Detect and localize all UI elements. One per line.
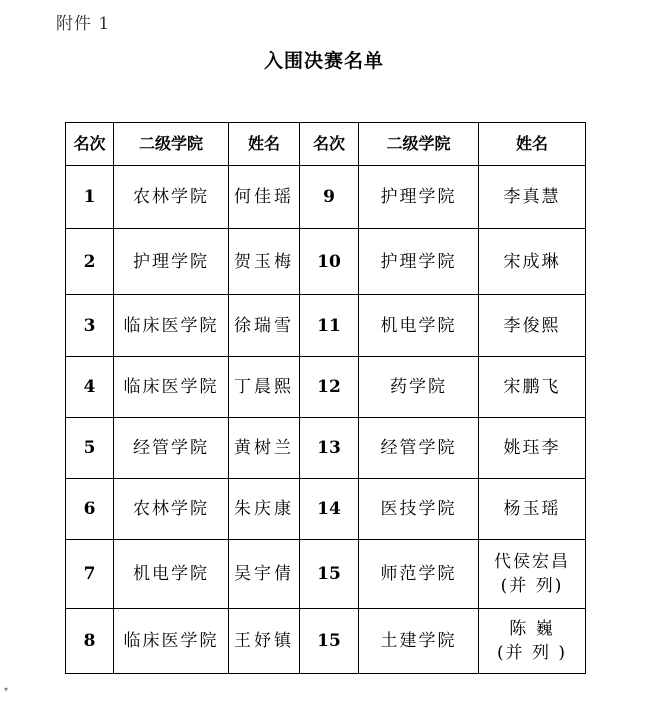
rank-cell: 1 [66, 166, 114, 229]
table-header-row [66, 123, 586, 166]
name-cell [479, 479, 586, 540]
college-cell: 护理学院 [114, 229, 229, 295]
rank-cell: 14 [300, 479, 359, 540]
rank-cell: 15 [300, 540, 359, 609]
table-row [66, 479, 586, 540]
rank-cell: 3 [66, 295, 114, 357]
tie-note: (并 列 ) [496, 643, 568, 663]
college-cell: 农林学院 [114, 166, 229, 229]
name-cell: 何佳瑶 [229, 166, 300, 229]
rank-cell: 10 [300, 229, 359, 295]
table-row [66, 609, 586, 674]
name-cell [479, 357, 586, 418]
college-cell: 药学院 [359, 357, 479, 418]
rank-cell: 7 [66, 540, 114, 609]
name-cell [479, 609, 586, 674]
column-header-name: 姓名 [229, 123, 300, 166]
name-cell: 贺玉梅 [229, 229, 300, 295]
rank-cell: 9 [300, 166, 359, 229]
name-cell [479, 418, 586, 479]
attachment-label: 附件 1 [56, 14, 111, 34]
table-row [66, 295, 586, 357]
name-cell [479, 540, 586, 609]
table-row [66, 540, 586, 609]
college-cell: 经管学院 [114, 418, 229, 479]
name-line: 陈 巍 [509, 619, 555, 639]
rank-cell: 11 [300, 295, 359, 357]
table-row [66, 166, 586, 229]
college-cell: 临床医学院 [114, 295, 229, 357]
column-header-college: 二级学院 [114, 123, 229, 166]
table-row [66, 229, 586, 295]
college-cell: 护理学院 [359, 166, 479, 229]
name-cell [479, 229, 586, 295]
name-cell: 徐瑞雪 [229, 295, 300, 357]
table-row [66, 357, 586, 418]
name-cell [479, 295, 586, 357]
rank-cell: 6 [66, 479, 114, 540]
college-cell: 机电学院 [114, 540, 229, 609]
college-cell: 护理学院 [359, 229, 479, 295]
college-cell: 临床医学院 [114, 357, 229, 418]
rank-cell: 13 [300, 418, 359, 479]
column-header-name-right: 姓名 [479, 123, 586, 166]
document-title: 入围决赛名单 [263, 50, 384, 72]
college-cell: 机电学院 [359, 295, 479, 357]
college-cell: 土建学院 [359, 609, 479, 674]
finalists-table [65, 122, 586, 674]
college-cell: 农林学院 [114, 479, 229, 540]
tie-note: (并 列) [500, 576, 564, 596]
rank-cell: 15 [300, 609, 359, 674]
name-line: 代侯宏昌 [494, 552, 570, 572]
name-cell: 黄树兰 [229, 418, 300, 479]
name-cell: 吴宇倩 [229, 540, 300, 609]
column-header-college-right: 二级学院 [359, 123, 479, 166]
college-cell: 经管学院 [359, 418, 479, 479]
college-cell: 医技学院 [359, 479, 479, 540]
rank-cell: 8 [66, 609, 114, 674]
name-line: 姚珏李 [503, 438, 561, 458]
column-header-rank-right: 名次 [300, 123, 359, 166]
college-cell: 师范学院 [359, 540, 479, 609]
rank-cell: 4 [66, 357, 114, 418]
rank-cell: 5 [66, 418, 114, 479]
column-header-rank: 名次 [66, 123, 114, 166]
name-cell [479, 166, 586, 229]
name-line: 宋鹏飞 [503, 377, 561, 397]
name-line: 宋成琳 [503, 251, 561, 272]
rank-cell: 12 [300, 357, 359, 418]
corner-mark-icon: ▾ [4, 685, 9, 694]
name-line: 李真慧 [503, 187, 561, 207]
rank-cell: 2 [66, 229, 114, 295]
name-cell: 朱庆康 [229, 479, 300, 540]
name-line: 李俊熙 [503, 315, 561, 336]
name-line: 杨玉瑶 [503, 499, 561, 519]
name-cell: 王妤镇 [229, 609, 300, 674]
name-cell: 丁晨熙 [229, 357, 300, 418]
college-cell: 临床医学院 [114, 609, 229, 674]
table-row [66, 418, 586, 479]
